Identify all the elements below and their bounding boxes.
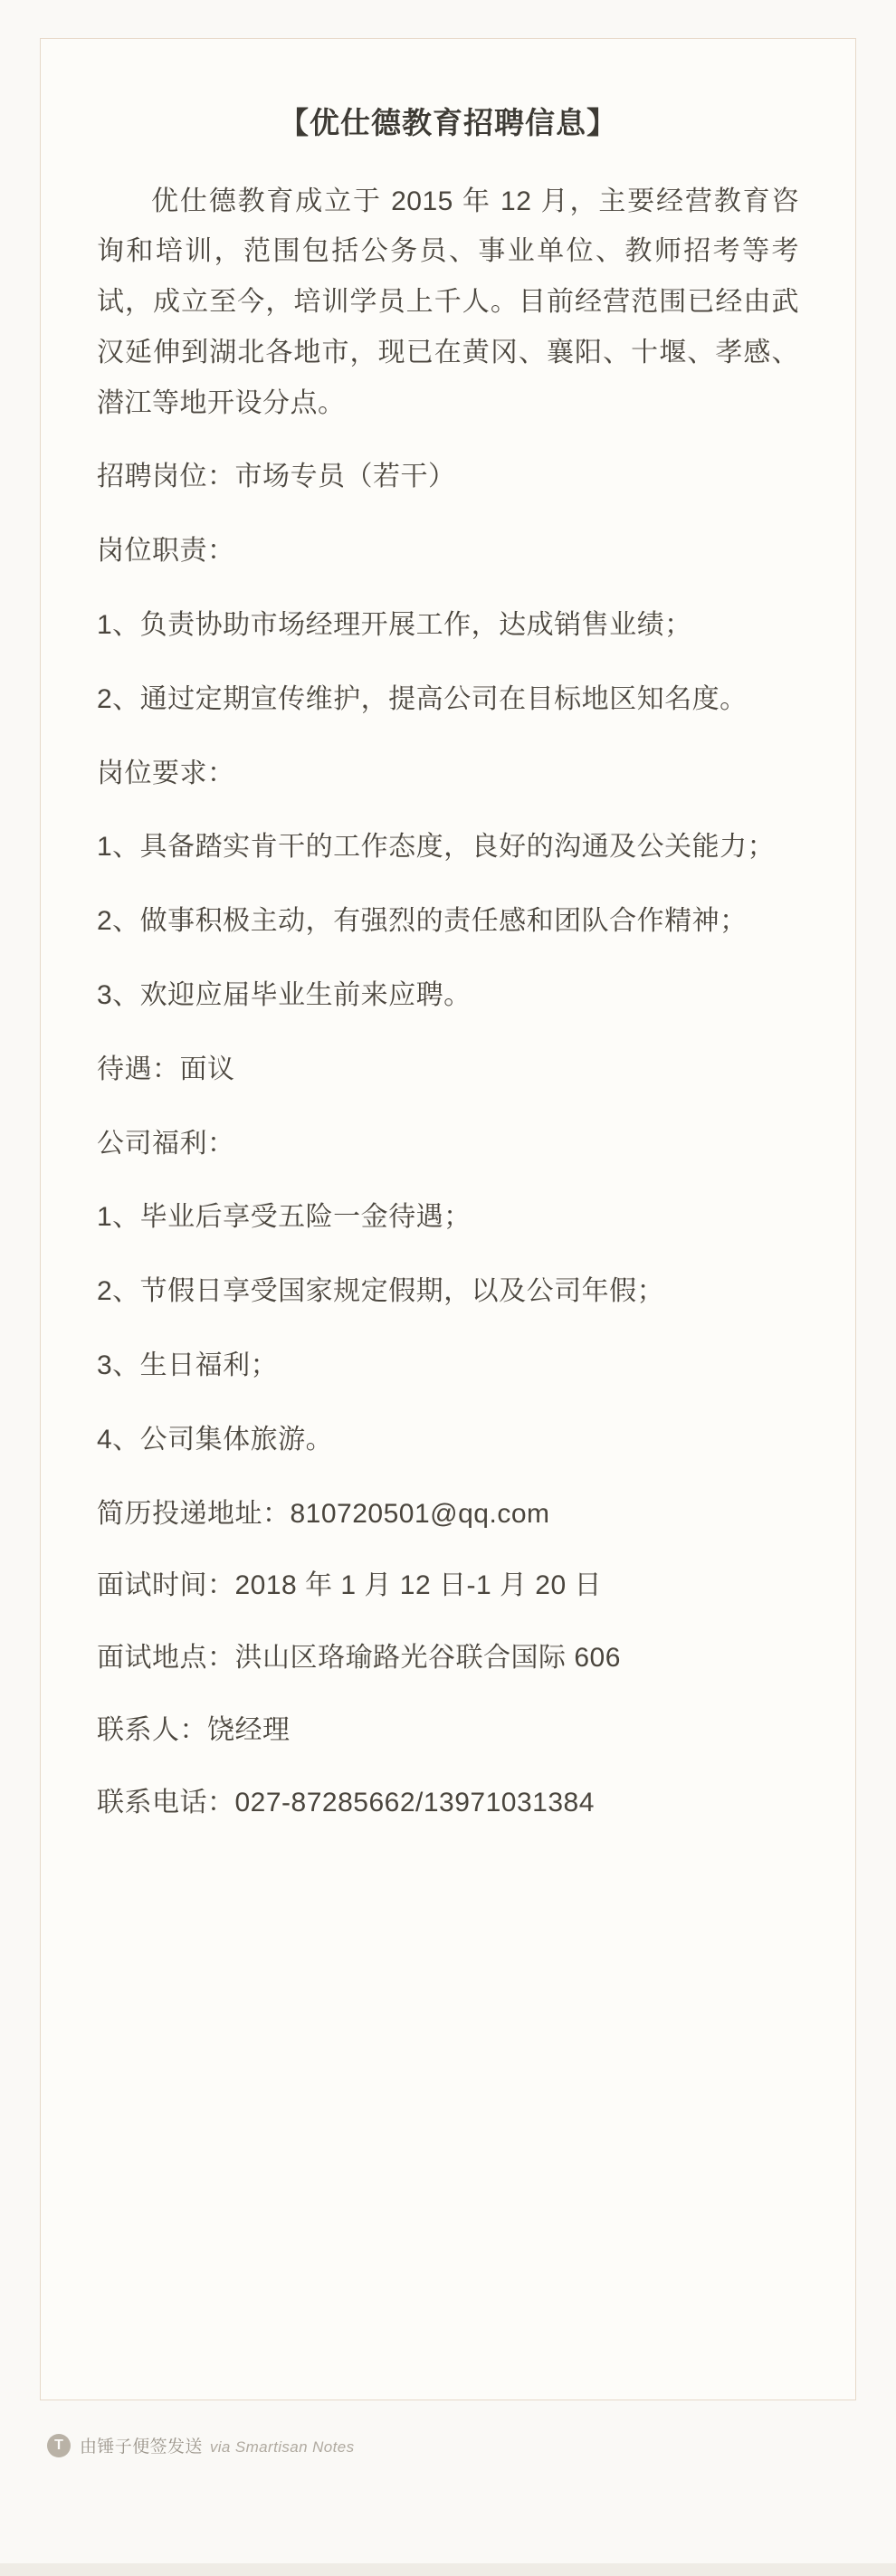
note-card	[40, 38, 856, 2400]
bottom-bar	[0, 2563, 896, 2576]
page-title: 【优仕德教育招聘信息】	[279, 106, 617, 139]
paragraph-duties-heading: 岗位职责：	[97, 536, 235, 567]
paragraph-benefit-2: 2、节假日享受国家规定假期，以及公司年假；	[97, 1276, 665, 1307]
paragraph-resume-email: 简历投递地址：810720501@qq.com	[97, 1498, 550, 1529]
paragraph-benefit-1: 1、毕业后享受五险一金待遇；	[97, 1202, 472, 1233]
footer-label	[80, 2433, 355, 2457]
paragraph-duty-2: 2、通过定期宣传维护，提高公司在目标地区知名度。	[97, 683, 748, 714]
paragraph-contact-phone: 联系电话：027-87285662/13971031384	[97, 1787, 595, 1818]
paragraph-salary: 待遇：面议	[97, 1054, 235, 1084]
paragraph-benefits-heading: 公司福利：	[97, 1128, 235, 1159]
paragraph-benefit-4: 4、公司集体旅游。	[97, 1424, 334, 1455]
footer-via-text: via Smartisan Notes	[209, 2438, 355, 2456]
paragraph-position: 招聘岗位：市场专员（若干）	[97, 462, 456, 492]
paragraph-interview-location: 面试地点：洪山区珞瑜路光谷联合国际 606	[97, 1643, 621, 1674]
footer-sent-by-text: 由锤子便签发送	[80, 2438, 203, 2457]
paragraph-requirement-2: 2、做事积极主动，有强烈的责任感和团队合作精神；	[97, 906, 748, 937]
paragraph-intro: 优仕德教育成立于 2015 年 12 月，主要经营教育咨询和培训，范围包括公务员、事业单位、教师招考等考试，成立至今，培训学员上千人。目前经营范围已经由武汉延伸到湖北各地市，现已在黄冈、襄阳、十堰、孝感、潜江等地开设分点。	[97, 186, 799, 418]
note-footer	[40, 2424, 856, 2494]
paragraph-requirement-3: 3、欢迎应届毕业生前来应聘。	[97, 980, 472, 1011]
paragraph-interview-time: 面试时间：2018 年 1 月 12 日-1 月 20 日	[97, 1570, 603, 1601]
paragraph-contact-person: 联系人：饶经理	[97, 1715, 291, 1746]
paragraph-duty-1: 1、负责协助市场经理开展工作，达成销售业绩；	[97, 610, 692, 641]
note-body	[97, 177, 799, 1828]
paragraph-requirements-heading: 岗位要求：	[97, 758, 235, 788]
paragraph-benefit-3: 3、生日福利；	[97, 1350, 279, 1381]
paragraph-requirement-1: 1、具备踏实肯干的工作态度，良好的沟通及公关能力；	[97, 832, 776, 863]
smartisan-logo-icon: T	[47, 2434, 71, 2457]
